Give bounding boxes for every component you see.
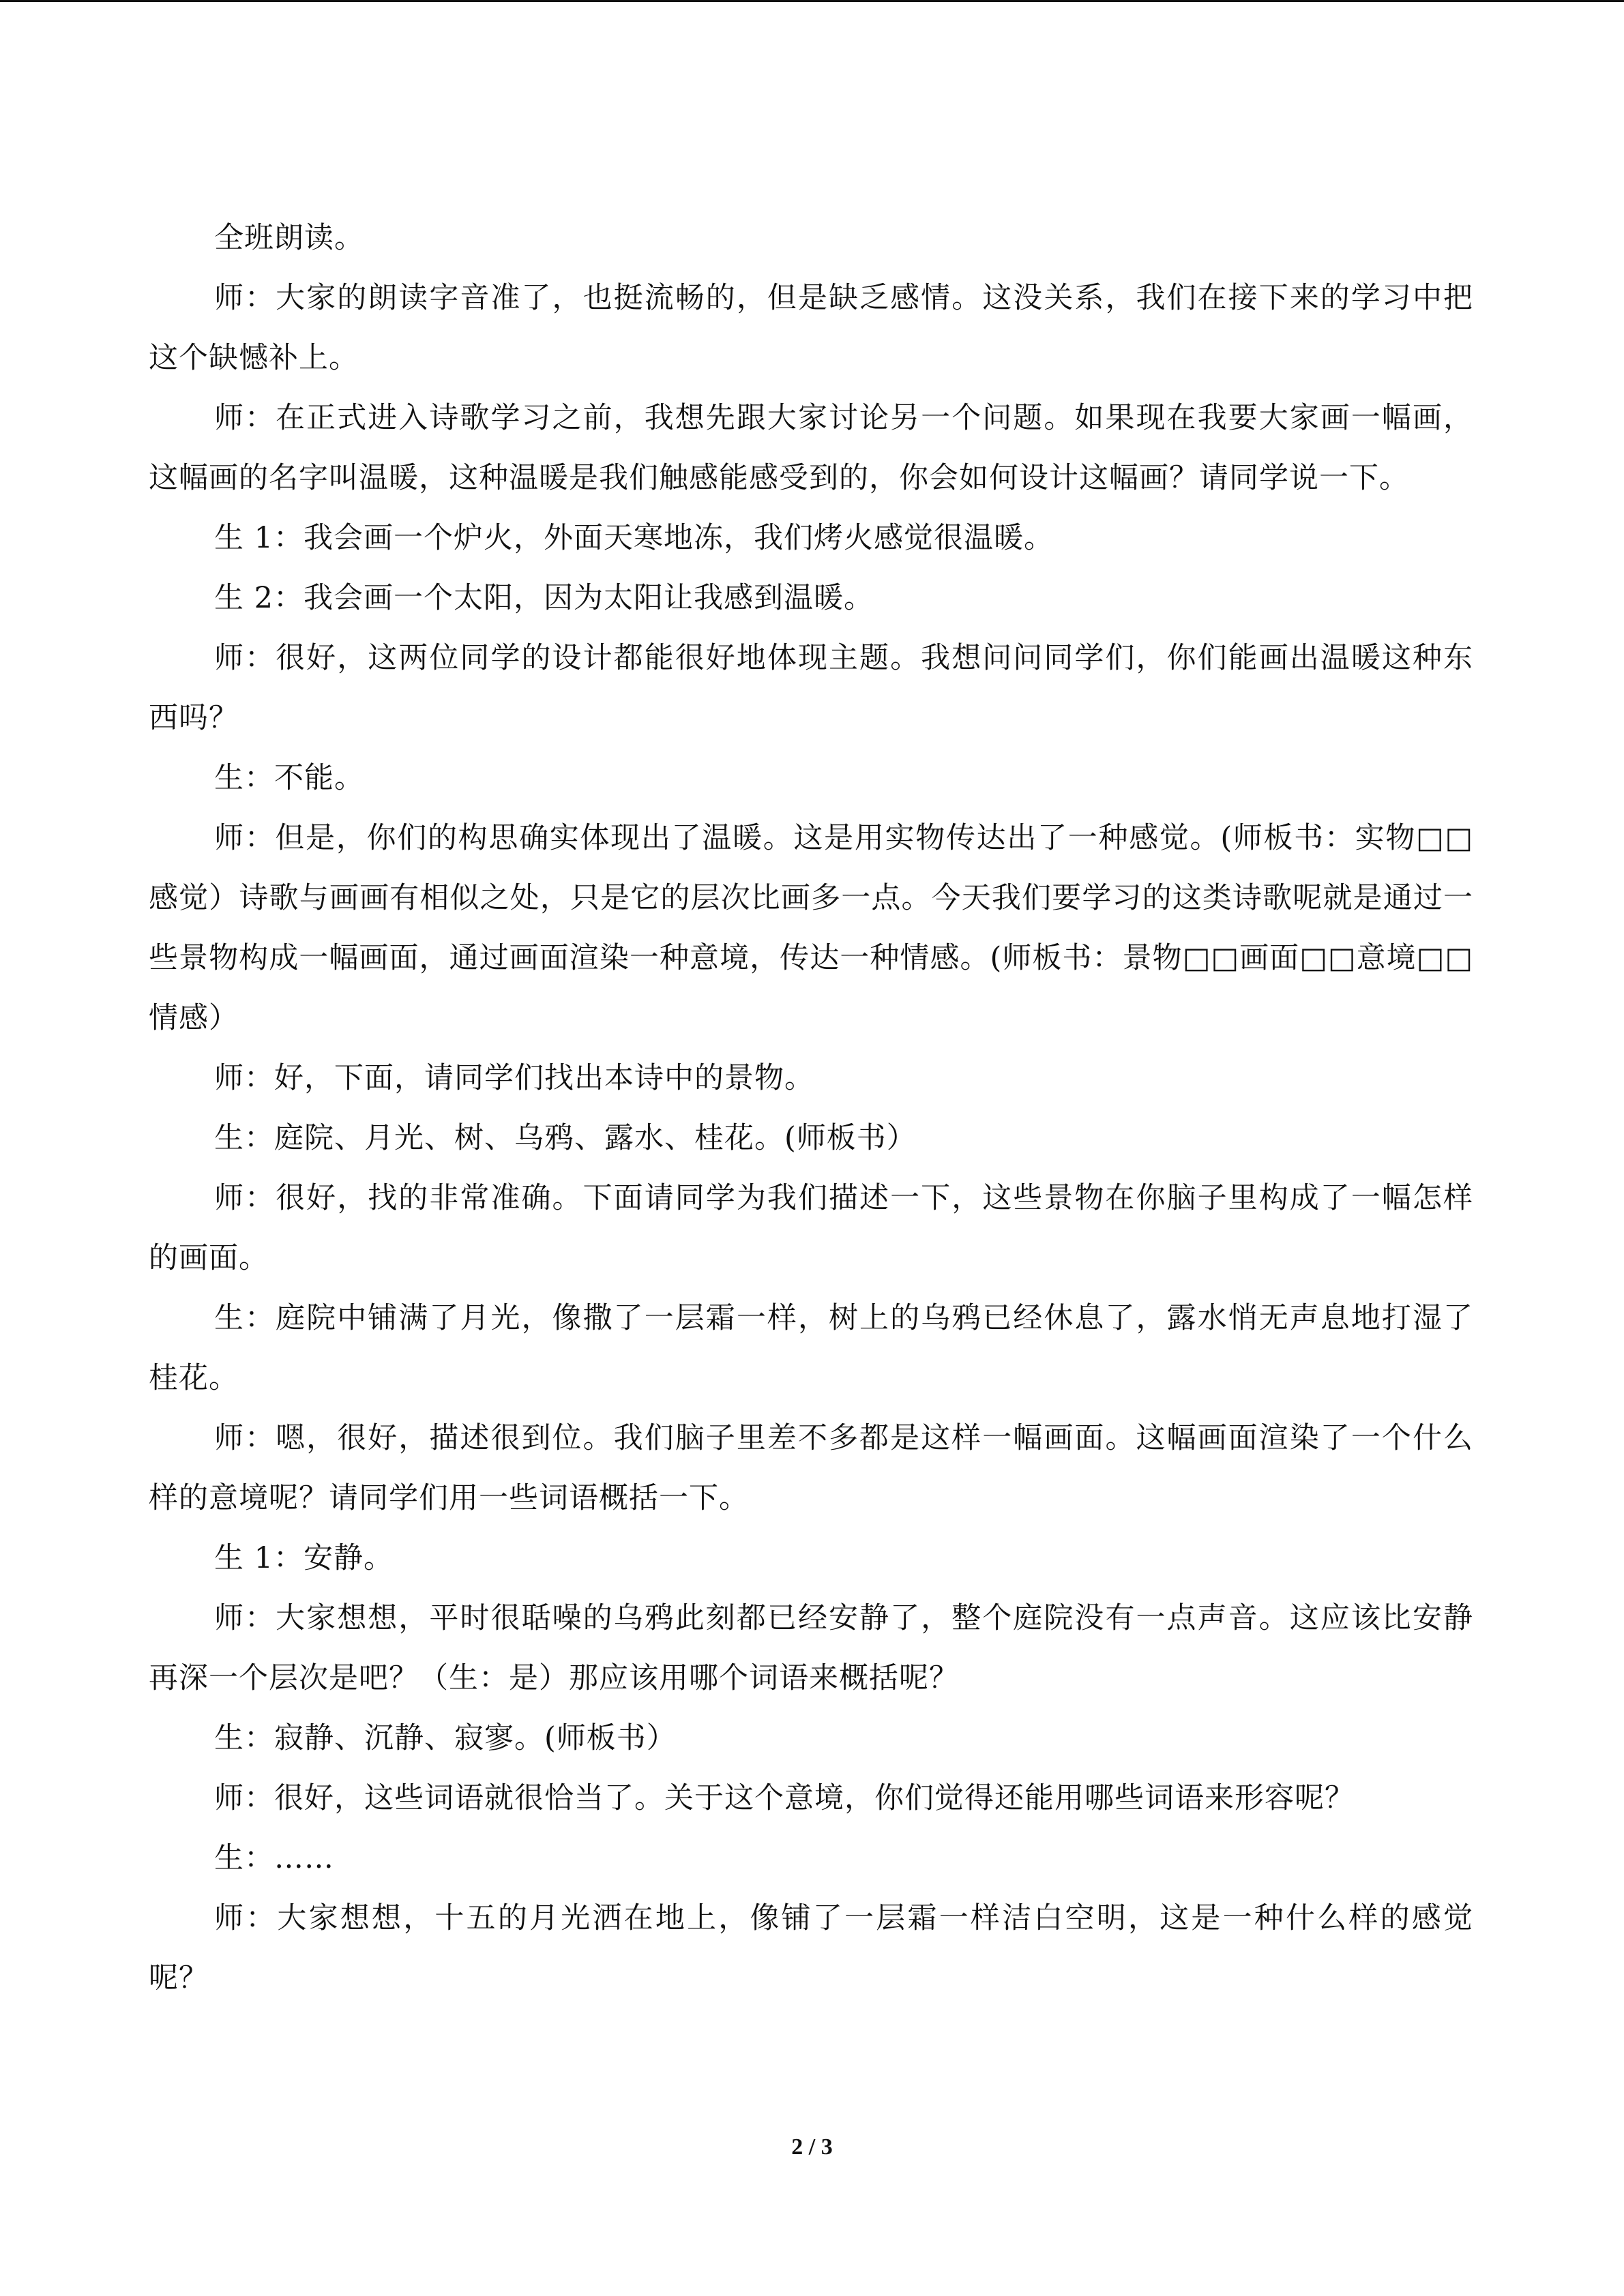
page-number: 2 / 3 [791, 2134, 833, 2160]
paragraph: 生 2：我会画一个太阳，因为太阳让我感到温暖。 [214, 581, 874, 615]
document-body [149, 208, 1473, 2008]
paragraph: 生：不能。 [214, 761, 364, 795]
paragraph: 师：很好，这些词语就很恰当了。关于这个意境，你们觉得还能用哪些词语来形容呢？ [214, 1781, 1355, 1815]
paragraph: 师：大家想想，平时很聒噪的乌鸦此刻都已经安静了，整个庭院没有一点声音。这应该比安静再深一个层次是吧？（生：是）那应该用哪个词语来概括呢？ [149, 1601, 1473, 1695]
paragraph: 生：庭院、月光、树、乌鸦、露水、桂花。(师板书） [214, 1121, 917, 1155]
paragraph: 师：在正式进入诗歌学习之前，我想先跟大家讨论另一个问题。如果现在我要大家画一幅画，这幅画的名字叫温暖，这种温暖是我们触感能感受到的，你会如何设计这幅画？请同学说一下。 [149, 401, 1473, 495]
paragraph: 师：很好，找的非常准确。下面请同学为我们描述一下，这些景物在你脑子里构成了一幅怎样的画面。 [149, 1181, 1473, 1275]
page-top-border [0, 0, 1624, 2]
paragraph: 师：很好，这两位同学的设计都能很好地体现主题。我想问问同学们，你们能画出温暖这种东西吗？ [149, 641, 1473, 735]
paragraph: 全班朗读。 [214, 221, 364, 255]
paragraph: 生：…… [214, 1841, 334, 1875]
paragraph: 师：嗯，很好，描述很到位。我们脑子里差不多都是这样一幅画面。这幅画面渲染了一个什么样的意境呢？请同学们用一些词语概括一下。 [149, 1421, 1473, 1515]
paragraph: 生：庭院中铺满了月光，像撒了一层霜一样，树上的乌鸦已经休息了，露水悄无声息地打湿了桂花。 [149, 1301, 1473, 1395]
paragraph: 师：大家想想，十五的月光洒在地上，像铺了一层霜一样洁白空明，这是一种什么样的感觉呢？ [149, 1901, 1473, 1995]
paragraph: 生 1：我会画一个炉火，外面天寒地冻，我们烤火感觉很温暖。 [214, 521, 1054, 555]
paragraph: 生 1：安静。 [214, 1541, 394, 1575]
paragraph: 师：但是，你们的构思确实体现出了温暖。这是用实物传达出了一种感觉。(师板书：实物□□感觉）诗歌与画画有相似之处，只是它的层次比画多一点。今天我们要学习的这类诗歌呢就是通过一些景物构成一幅画面，通过画面渲染一种意境，传达一种情感。(师板书：景物□□画面□□意境□□情感） [149, 821, 1473, 1035]
paragraph: 师：好，下面，请同学们找出本诗中的景物。 [214, 1061, 814, 1095]
paragraph: 生：寂静、沉静、寂寥。(师板书） [214, 1721, 677, 1755]
paragraph: 师：大家的朗读字音准了，也挺流畅的，但是缺乏感情。这没关系，我们在接下来的学习中把这个缺憾补上。 [149, 281, 1473, 375]
